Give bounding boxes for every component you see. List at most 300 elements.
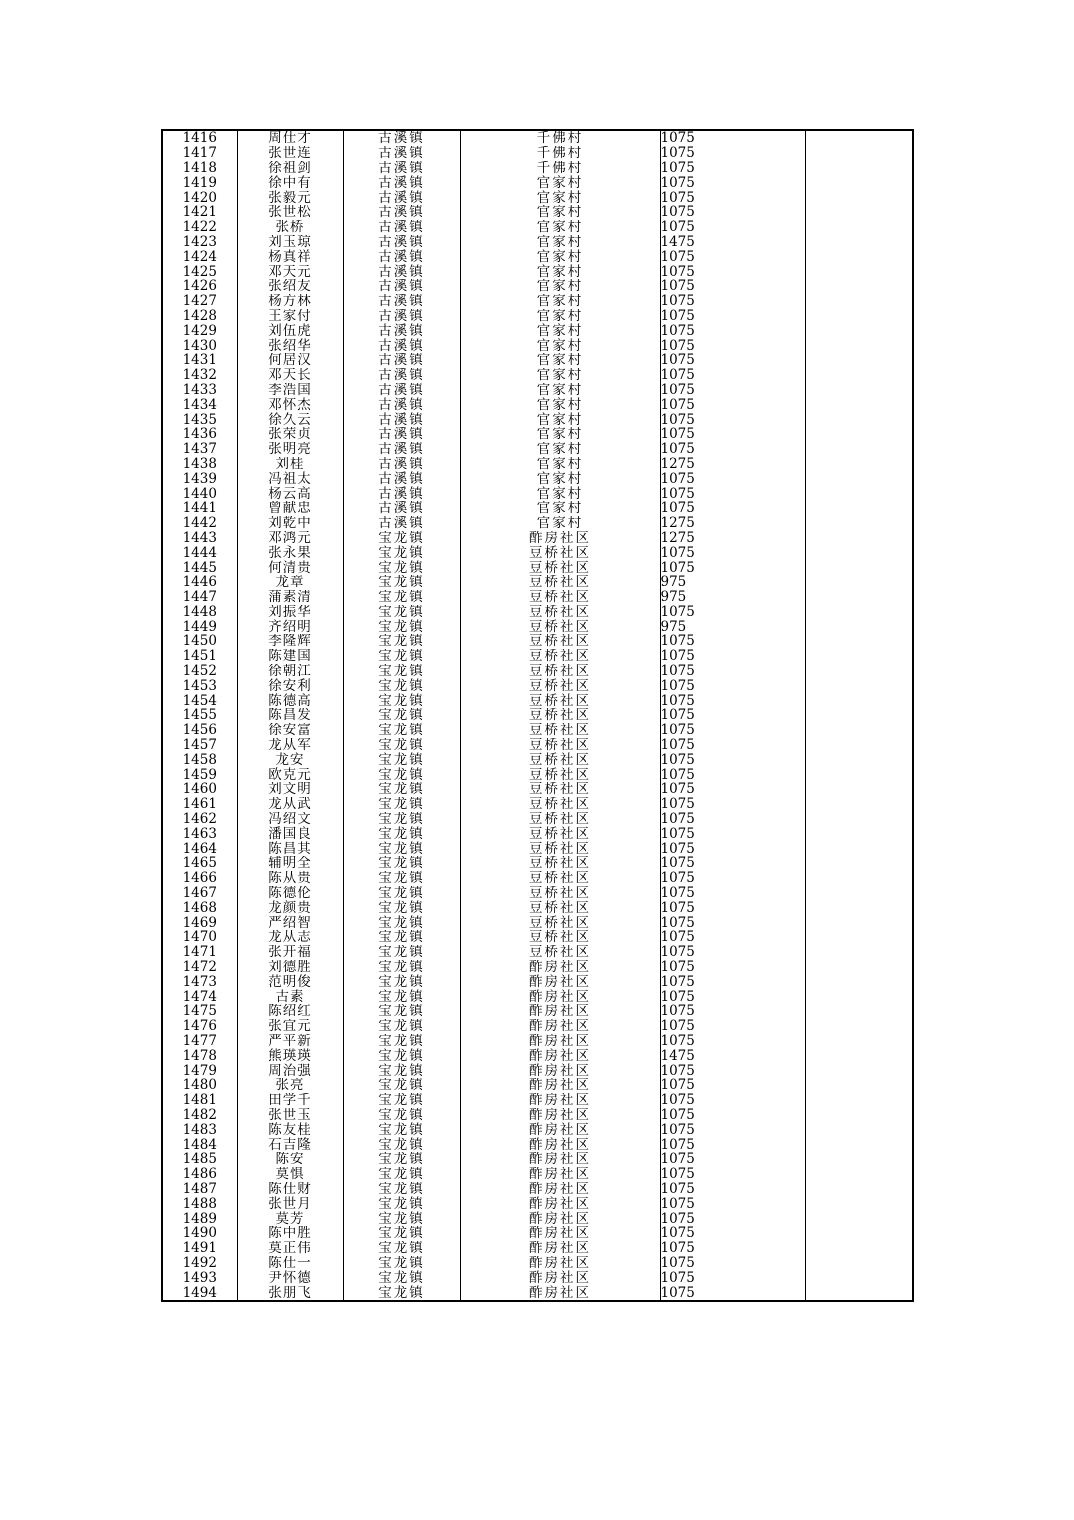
table-row xyxy=(162,279,913,294)
town-name: 古溪镇 xyxy=(343,516,460,531)
village-name: 酢房社区 xyxy=(460,1241,660,1256)
amount-value: 1075 xyxy=(660,767,805,782)
note-cell xyxy=(805,826,913,841)
person-name: 张世松 xyxy=(237,205,343,220)
village-name: 官家村 xyxy=(460,412,660,427)
amount-value: 1275 xyxy=(660,531,805,546)
town-name: 古溪镇 xyxy=(343,323,460,338)
town-name: 宝龙镇 xyxy=(343,723,460,738)
table-row xyxy=(162,190,913,205)
amount-value: 1075 xyxy=(660,634,805,649)
table-row xyxy=(162,531,913,546)
row-number: 1433 xyxy=(162,383,237,398)
table-row xyxy=(162,323,913,338)
village-name: 官家村 xyxy=(460,323,660,338)
row-number: 1425 xyxy=(162,264,237,279)
town-name: 古溪镇 xyxy=(343,205,460,220)
table-row xyxy=(162,1167,913,1182)
row-number: 1454 xyxy=(162,693,237,708)
village-name: 豆桥社区 xyxy=(460,915,660,930)
row-number: 1494 xyxy=(162,1285,237,1301)
village-name: 官家村 xyxy=(460,471,660,486)
person-name: 潘国良 xyxy=(237,826,343,841)
note-cell xyxy=(805,1019,913,1034)
table-row xyxy=(162,1034,913,1049)
table-row xyxy=(162,368,913,383)
person-name: 陈建国 xyxy=(237,649,343,664)
person-name: 莫芳 xyxy=(237,1211,343,1226)
town-name: 古溪镇 xyxy=(343,486,460,501)
town-name: 古溪镇 xyxy=(343,353,460,368)
table-row xyxy=(162,412,913,427)
town-name: 宝龙镇 xyxy=(343,1048,460,1063)
table-row xyxy=(162,294,913,309)
village-name: 酢房社区 xyxy=(460,1137,660,1152)
row-number: 1416 xyxy=(162,130,237,146)
amount-value: 1075 xyxy=(660,915,805,930)
note-cell xyxy=(805,353,913,368)
person-name: 杨真祥 xyxy=(237,249,343,264)
village-name: 官家村 xyxy=(460,368,660,383)
person-name: 陈友桂 xyxy=(237,1122,343,1137)
row-number: 1468 xyxy=(162,900,237,915)
town-name: 宝龙镇 xyxy=(343,693,460,708)
amount-value: 1075 xyxy=(660,338,805,353)
note-cell xyxy=(805,693,913,708)
amount-value: 975 xyxy=(660,575,805,590)
town-name: 宝龙镇 xyxy=(343,738,460,753)
note-cell xyxy=(805,501,913,516)
table-row xyxy=(162,383,913,398)
table-row xyxy=(162,960,913,975)
note-cell xyxy=(805,383,913,398)
town-name: 宝龙镇 xyxy=(343,678,460,693)
amount-value: 1075 xyxy=(660,708,805,723)
amount-value: 1075 xyxy=(660,323,805,338)
village-name: 豆桥社区 xyxy=(460,723,660,738)
village-name: 官家村 xyxy=(460,279,660,294)
person-name: 刘振华 xyxy=(237,605,343,620)
town-name: 宝龙镇 xyxy=(343,545,460,560)
person-name: 陈绍红 xyxy=(237,1004,343,1019)
table-row xyxy=(162,1270,913,1285)
row-number: 1472 xyxy=(162,960,237,975)
amount-value: 1075 xyxy=(660,974,805,989)
note-cell xyxy=(805,634,913,649)
row-number: 1427 xyxy=(162,294,237,309)
town-name: 宝龙镇 xyxy=(343,945,460,960)
amount-value: 1075 xyxy=(660,1034,805,1049)
village-name: 豆桥社区 xyxy=(460,767,660,782)
table-row xyxy=(162,782,913,797)
table-row xyxy=(162,945,913,960)
row-number: 1478 xyxy=(162,1048,237,1063)
row-number: 1480 xyxy=(162,1078,237,1093)
amount-value: 1075 xyxy=(660,175,805,190)
row-number: 1447 xyxy=(162,590,237,605)
note-cell xyxy=(805,235,913,250)
amount-value: 1075 xyxy=(660,1196,805,1211)
town-name: 宝龙镇 xyxy=(343,575,460,590)
note-cell xyxy=(805,442,913,457)
amount-value: 1075 xyxy=(660,1270,805,1285)
town-name: 古溪镇 xyxy=(343,412,460,427)
amount-value: 1075 xyxy=(660,752,805,767)
person-name: 熊瑛瑛 xyxy=(237,1048,343,1063)
person-name: 龙从军 xyxy=(237,738,343,753)
village-name: 官家村 xyxy=(460,353,660,368)
amount-value: 1075 xyxy=(660,294,805,309)
amount-value: 1475 xyxy=(660,1048,805,1063)
amount-value: 1075 xyxy=(660,1152,805,1167)
person-name: 徐祖剑 xyxy=(237,161,343,176)
village-name: 豆桥社区 xyxy=(460,634,660,649)
town-name: 古溪镇 xyxy=(343,309,460,324)
note-cell xyxy=(805,412,913,427)
person-name: 徐安富 xyxy=(237,723,343,738)
village-name: 酢房社区 xyxy=(460,1226,660,1241)
table-row xyxy=(162,1019,913,1034)
amount-value: 1075 xyxy=(660,1137,805,1152)
person-name: 陈仕财 xyxy=(237,1182,343,1197)
note-cell xyxy=(805,752,913,767)
town-name: 宝龙镇 xyxy=(343,1182,460,1197)
note-cell xyxy=(805,708,913,723)
amount-value: 1075 xyxy=(660,1078,805,1093)
row-number: 1462 xyxy=(162,812,237,827)
table-row xyxy=(162,974,913,989)
table-row xyxy=(162,1256,913,1271)
amount-value: 1075 xyxy=(660,1093,805,1108)
note-cell xyxy=(805,649,913,664)
village-name: 官家村 xyxy=(460,190,660,205)
note-cell xyxy=(805,205,913,220)
row-number: 1424 xyxy=(162,249,237,264)
village-name: 酢房社区 xyxy=(460,1211,660,1226)
amount-value: 1075 xyxy=(660,841,805,856)
town-name: 宝龙镇 xyxy=(343,1285,460,1301)
row-number: 1419 xyxy=(162,175,237,190)
note-cell xyxy=(805,812,913,827)
note-cell xyxy=(805,130,913,146)
person-name: 周治强 xyxy=(237,1063,343,1078)
town-name: 古溪镇 xyxy=(343,249,460,264)
amount-value: 1075 xyxy=(660,368,805,383)
village-name: 酢房社区 xyxy=(460,1078,660,1093)
person-name: 李浩国 xyxy=(237,383,343,398)
note-cell xyxy=(805,294,913,309)
note-cell xyxy=(805,175,913,190)
note-cell xyxy=(805,1270,913,1285)
amount-value: 1075 xyxy=(660,560,805,575)
village-name: 酢房社区 xyxy=(460,531,660,546)
person-name: 张世连 xyxy=(237,146,343,161)
person-name: 严绍智 xyxy=(237,915,343,930)
amount-value: 1075 xyxy=(660,1211,805,1226)
town-name: 宝龙镇 xyxy=(343,634,460,649)
note-cell xyxy=(805,1078,913,1093)
person-name: 陈中胜 xyxy=(237,1226,343,1241)
row-number: 1490 xyxy=(162,1226,237,1241)
town-name: 宝龙镇 xyxy=(343,871,460,886)
person-name: 冯绍文 xyxy=(237,812,343,827)
person-name: 辅明全 xyxy=(237,856,343,871)
town-name: 宝龙镇 xyxy=(343,708,460,723)
amount-value: 1075 xyxy=(660,738,805,753)
note-cell xyxy=(805,249,913,264)
town-name: 宝龙镇 xyxy=(343,1108,460,1123)
note-cell xyxy=(805,989,913,1004)
note-cell xyxy=(805,279,913,294)
person-name: 陈安 xyxy=(237,1152,343,1167)
note-cell xyxy=(805,486,913,501)
table-row xyxy=(162,161,913,176)
amount-value: 1075 xyxy=(660,412,805,427)
row-number: 1477 xyxy=(162,1034,237,1049)
note-cell xyxy=(805,531,913,546)
person-name: 陈昌发 xyxy=(237,708,343,723)
note-cell xyxy=(805,841,913,856)
note-cell xyxy=(805,900,913,915)
village-name: 官家村 xyxy=(460,220,660,235)
table-row xyxy=(162,353,913,368)
note-cell xyxy=(805,161,913,176)
amount-value: 1275 xyxy=(660,457,805,472)
table-row xyxy=(162,1285,913,1301)
person-name: 欧克元 xyxy=(237,767,343,782)
note-cell xyxy=(805,1152,913,1167)
table-row xyxy=(162,205,913,220)
row-number: 1420 xyxy=(162,190,237,205)
row-number: 1470 xyxy=(162,930,237,945)
table-row xyxy=(162,1063,913,1078)
town-name: 古溪镇 xyxy=(343,427,460,442)
person-name: 石吉隆 xyxy=(237,1137,343,1152)
note-cell xyxy=(805,974,913,989)
amount-value: 1075 xyxy=(660,1004,805,1019)
person-name: 刘文明 xyxy=(237,782,343,797)
amount-value: 1075 xyxy=(660,871,805,886)
amount-value: 1075 xyxy=(660,1063,805,1078)
town-name: 宝龙镇 xyxy=(343,1167,460,1182)
note-cell xyxy=(805,146,913,161)
person-name: 陈德伦 xyxy=(237,886,343,901)
person-name: 冯祖太 xyxy=(237,471,343,486)
row-number: 1463 xyxy=(162,826,237,841)
town-name: 古溪镇 xyxy=(343,130,460,146)
note-cell xyxy=(805,590,913,605)
village-name: 豆桥社区 xyxy=(460,664,660,679)
town-name: 宝龙镇 xyxy=(343,886,460,901)
town-name: 宝龙镇 xyxy=(343,590,460,605)
village-name: 酢房社区 xyxy=(460,1152,660,1167)
person-name: 杨方林 xyxy=(237,294,343,309)
note-cell xyxy=(805,871,913,886)
row-number: 1487 xyxy=(162,1182,237,1197)
table-row xyxy=(162,471,913,486)
village-name: 酢房社区 xyxy=(460,1167,660,1182)
town-name: 宝龙镇 xyxy=(343,826,460,841)
village-name: 千佛村 xyxy=(460,130,660,146)
amount-value: 1075 xyxy=(660,471,805,486)
person-name: 张朋飞 xyxy=(237,1285,343,1301)
amount-value: 1075 xyxy=(660,1182,805,1197)
town-name: 古溪镇 xyxy=(343,175,460,190)
note-cell xyxy=(805,1241,913,1256)
amount-value: 975 xyxy=(660,619,805,634)
amount-value: 1075 xyxy=(660,1108,805,1123)
amount-value: 1075 xyxy=(660,486,805,501)
village-name: 酢房社区 xyxy=(460,1108,660,1123)
village-name: 官家村 xyxy=(460,501,660,516)
person-name: 李隆辉 xyxy=(237,634,343,649)
table-row xyxy=(162,752,913,767)
town-name: 古溪镇 xyxy=(343,235,460,250)
row-number: 1461 xyxy=(162,797,237,812)
person-name: 徐朝江 xyxy=(237,664,343,679)
person-name: 张毅元 xyxy=(237,190,343,205)
row-number: 1443 xyxy=(162,531,237,546)
person-name: 范明俊 xyxy=(237,974,343,989)
person-name: 王家付 xyxy=(237,309,343,324)
person-name: 邓怀杰 xyxy=(237,397,343,412)
table-row xyxy=(162,220,913,235)
person-name: 徐久云 xyxy=(237,412,343,427)
amount-value: 1075 xyxy=(660,205,805,220)
note-cell xyxy=(805,782,913,797)
note-cell xyxy=(805,516,913,531)
person-name: 刘玉琼 xyxy=(237,235,343,250)
row-number: 1437 xyxy=(162,442,237,457)
table-row xyxy=(162,249,913,264)
town-name: 宝龙镇 xyxy=(343,649,460,664)
village-name: 酢房社区 xyxy=(460,1196,660,1211)
town-name: 宝龙镇 xyxy=(343,752,460,767)
note-cell xyxy=(805,457,913,472)
note-cell xyxy=(805,338,913,353)
row-number: 1456 xyxy=(162,723,237,738)
table-row xyxy=(162,235,913,250)
town-name: 宝龙镇 xyxy=(343,1004,460,1019)
note-cell xyxy=(805,738,913,753)
table-row xyxy=(162,1241,913,1256)
table-row xyxy=(162,900,913,915)
town-name: 宝龙镇 xyxy=(343,1226,460,1241)
note-cell xyxy=(805,1226,913,1241)
village-name: 豆桥社区 xyxy=(460,575,660,590)
person-name: 龙章 xyxy=(237,575,343,590)
village-name: 官家村 xyxy=(460,338,660,353)
amount-value: 1075 xyxy=(660,397,805,412)
amount-value: 1075 xyxy=(660,1019,805,1034)
row-number: 1439 xyxy=(162,471,237,486)
village-name: 豆桥社区 xyxy=(460,812,660,827)
person-name: 严平新 xyxy=(237,1034,343,1049)
table-row xyxy=(162,812,913,827)
town-name: 宝龙镇 xyxy=(343,1196,460,1211)
row-number: 1422 xyxy=(162,220,237,235)
amount-value: 1075 xyxy=(660,427,805,442)
row-number: 1485 xyxy=(162,1152,237,1167)
row-number: 1474 xyxy=(162,989,237,1004)
village-name: 豆桥社区 xyxy=(460,590,660,605)
town-name: 宝龙镇 xyxy=(343,915,460,930)
table-row xyxy=(162,767,913,782)
person-name: 杨云高 xyxy=(237,486,343,501)
town-name: 宝龙镇 xyxy=(343,1137,460,1152)
village-name: 豆桥社区 xyxy=(460,797,660,812)
table-row xyxy=(162,693,913,708)
note-cell xyxy=(805,945,913,960)
person-name: 陈昌其 xyxy=(237,841,343,856)
note-cell xyxy=(805,575,913,590)
village-name: 官家村 xyxy=(460,294,660,309)
note-cell xyxy=(805,1122,913,1137)
town-name: 宝龙镇 xyxy=(343,1034,460,1049)
town-name: 宝龙镇 xyxy=(343,797,460,812)
table-row xyxy=(162,501,913,516)
row-number: 1465 xyxy=(162,856,237,871)
village-name: 酢房社区 xyxy=(460,1093,660,1108)
row-number: 1442 xyxy=(162,516,237,531)
amount-value: 1075 xyxy=(660,605,805,620)
amount-value: 1075 xyxy=(660,723,805,738)
village-name: 官家村 xyxy=(460,383,660,398)
village-name: 酢房社区 xyxy=(460,989,660,1004)
village-name: 千佛村 xyxy=(460,146,660,161)
town-name: 宝龙镇 xyxy=(343,782,460,797)
note-cell xyxy=(805,397,913,412)
table-row xyxy=(162,175,913,190)
town-name: 古溪镇 xyxy=(343,264,460,279)
row-number: 1466 xyxy=(162,871,237,886)
row-number: 1428 xyxy=(162,309,237,324)
amount-value: 1075 xyxy=(660,782,805,797)
row-number: 1436 xyxy=(162,427,237,442)
person-name: 陈从贵 xyxy=(237,871,343,886)
village-name: 酢房社区 xyxy=(460,974,660,989)
amount-value: 1075 xyxy=(660,309,805,324)
row-number: 1484 xyxy=(162,1137,237,1152)
row-number: 1417 xyxy=(162,146,237,161)
table-row xyxy=(162,130,913,146)
person-name: 张宜元 xyxy=(237,1019,343,1034)
village-name: 豆桥社区 xyxy=(460,826,660,841)
amount-value: 1075 xyxy=(660,930,805,945)
amount-value: 1075 xyxy=(660,886,805,901)
roster-table-body xyxy=(162,130,913,1301)
table-row xyxy=(162,146,913,161)
amount-value: 1075 xyxy=(660,383,805,398)
town-name: 古溪镇 xyxy=(343,279,460,294)
note-cell xyxy=(805,1108,913,1123)
note-cell xyxy=(805,1004,913,1019)
village-name: 豆桥社区 xyxy=(460,678,660,693)
row-number: 1418 xyxy=(162,161,237,176)
town-name: 宝龙镇 xyxy=(343,900,460,915)
village-name: 官家村 xyxy=(460,397,660,412)
town-name: 宝龙镇 xyxy=(343,1122,460,1137)
table-row xyxy=(162,486,913,501)
amount-value: 1075 xyxy=(660,130,805,146)
row-number: 1423 xyxy=(162,235,237,250)
table-row xyxy=(162,575,913,590)
town-name: 宝龙镇 xyxy=(343,930,460,945)
table-row xyxy=(162,457,913,472)
person-name: 古素 xyxy=(237,989,343,1004)
amount-value: 1075 xyxy=(660,1122,805,1137)
row-number: 1459 xyxy=(162,767,237,782)
